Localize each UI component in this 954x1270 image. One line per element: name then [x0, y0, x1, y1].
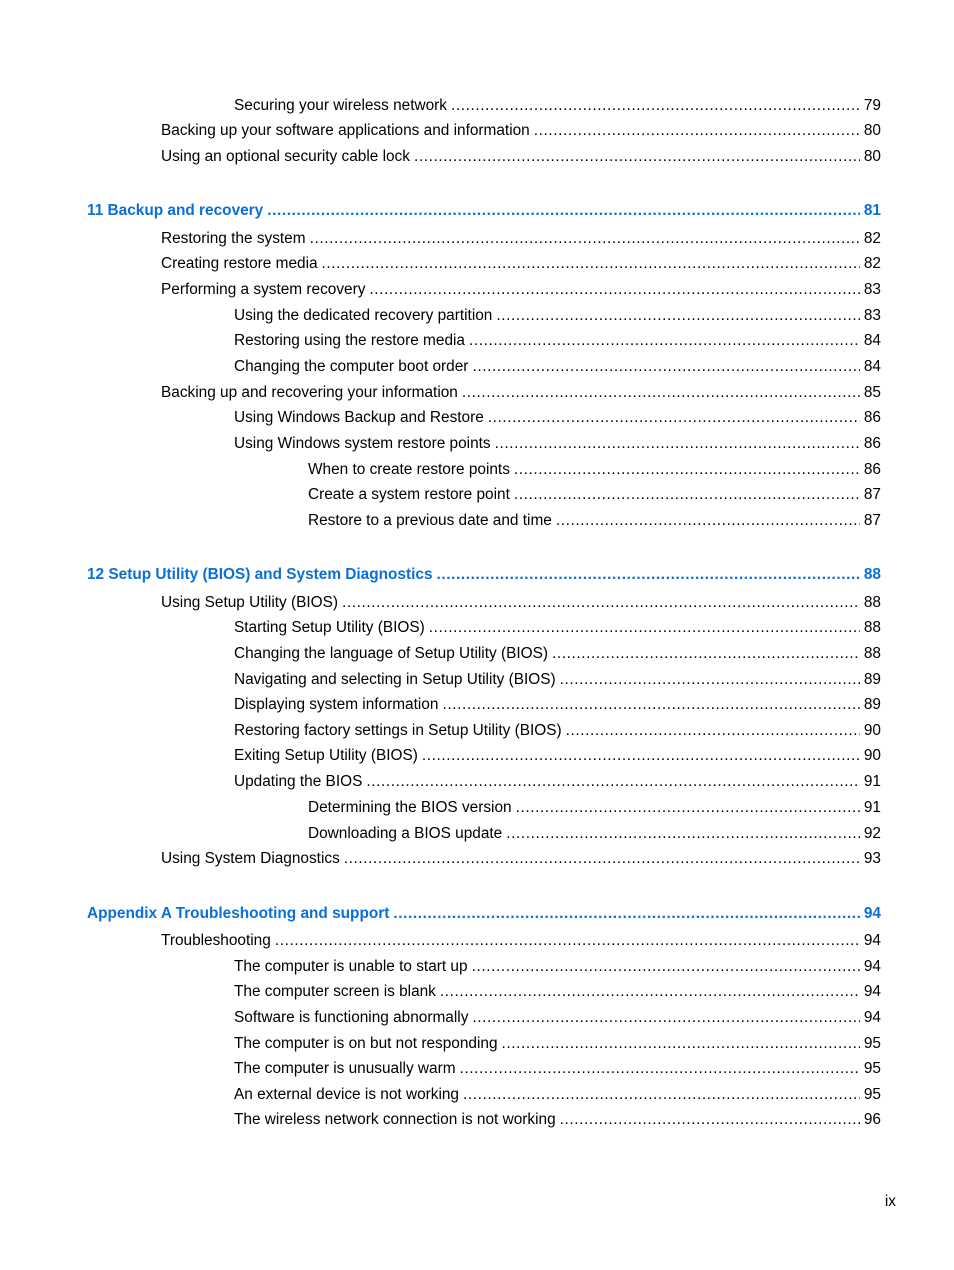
toc-entry[interactable] [234, 1034, 881, 1054]
dot-leader [472, 1008, 859, 1028]
toc-entry-title: Using Setup Utility (BIOS) [161, 594, 339, 611]
toc-entry-page: 80 [863, 122, 881, 139]
dot-leader [472, 357, 859, 377]
toc-entry[interactable] [161, 593, 881, 613]
dot-leader [506, 824, 860, 844]
toc-entry-title: Appendix A Troubleshooting and support [87, 905, 390, 922]
toc-entry-page: 79 [863, 97, 881, 114]
toc-entry-page: 95 [863, 1086, 881, 1103]
toc-entry-page: 83 [863, 281, 881, 298]
dot-leader [463, 1085, 860, 1105]
dot-leader [275, 931, 860, 951]
toc-entry-page: 87 [863, 486, 881, 503]
toc-entry[interactable] [234, 746, 881, 766]
dot-leader [514, 485, 860, 505]
dot-leader [440, 982, 860, 1002]
toc-entry-page: 89 [863, 671, 881, 688]
dot-leader [566, 721, 860, 741]
toc-entry-page: 83 [863, 307, 881, 324]
toc-entry[interactable] [234, 1008, 881, 1028]
toc-entry[interactable] [234, 306, 881, 326]
toc-entry-page: 93 [863, 850, 881, 867]
toc-entry-page: 88 [863, 566, 881, 583]
toc-entry-page: 95 [863, 1035, 881, 1052]
toc-chapter-entry[interactable] [87, 565, 881, 585]
toc-entry-title: 11 Backup and recovery [87, 202, 264, 219]
dot-leader [556, 511, 860, 531]
toc-chapter-entry[interactable] [87, 201, 881, 221]
dot-leader [442, 695, 859, 715]
toc-entry-title: Restoring factory settings in Setup Utility (BIOS) [234, 722, 562, 739]
toc-entry-title: Troubleshooting [161, 932, 271, 949]
toc-entry-title: The computer is on but not responding [234, 1035, 498, 1052]
toc-entry[interactable] [234, 618, 881, 638]
toc-entry[interactable] [234, 434, 881, 454]
toc-entry[interactable] [308, 460, 881, 480]
toc-entry-title: Using Windows system restore points [234, 435, 491, 452]
dot-leader [322, 254, 860, 274]
toc-entry-page: 96 [863, 1111, 881, 1128]
toc-entry-page: 81 [863, 202, 881, 219]
toc-entry-title: Changing the computer boot order [234, 358, 469, 375]
toc-entry-title: Changing the language of Setup Utility (BIOS) [234, 645, 548, 662]
toc-entry-page: 90 [863, 747, 881, 764]
toc-entry[interactable] [161, 147, 881, 167]
toc-entry[interactable] [161, 931, 881, 951]
toc-entry[interactable] [234, 957, 881, 977]
toc-entry-title: The wireless network connection is not working [234, 1111, 556, 1128]
toc-entry-title: Using an optional security cable lock [161, 148, 410, 165]
dot-leader [366, 772, 860, 792]
toc-entry[interactable] [308, 798, 881, 818]
toc-entry-page: 91 [863, 799, 881, 816]
dot-leader [414, 147, 860, 167]
toc-entry-page: 90 [863, 722, 881, 739]
toc-entry[interactable] [234, 357, 881, 377]
toc-entry-title: Displaying system information [234, 696, 439, 713]
toc-entry[interactable] [234, 1059, 881, 1079]
toc-entry-title: When to create restore points [308, 461, 510, 478]
toc-entry-page: 94 [863, 983, 881, 1000]
toc-entry-title: Determining the BIOS version [308, 799, 512, 816]
toc-entry[interactable] [234, 644, 881, 664]
toc-entry-page: 86 [863, 435, 881, 452]
toc-entry-title: Restoring the system [161, 230, 306, 247]
toc-entry-title: Exiting Setup Utility (BIOS) [234, 747, 418, 764]
toc-entry[interactable] [161, 121, 881, 141]
page-number: ix [884, 1193, 896, 1210]
dot-leader [472, 957, 860, 977]
toc-entry-title: Backing up your software applications and information [161, 122, 530, 139]
dot-leader [310, 229, 860, 249]
toc-entry-page: 92 [863, 825, 881, 842]
dot-leader [552, 644, 860, 664]
dot-leader [534, 121, 860, 141]
toc-entry-title: Securing your wireless network [234, 97, 447, 114]
toc-entry-title: Software is functioning abnormally [234, 1009, 469, 1026]
toc-entry-title: An external device is not working [234, 1086, 459, 1103]
dot-leader [344, 849, 860, 869]
toc-entry-page: 89 [863, 696, 881, 713]
toc-entry[interactable] [161, 383, 881, 403]
dot-leader [342, 593, 860, 613]
toc-entry-page: 85 [863, 384, 881, 401]
dot-leader [422, 746, 860, 766]
toc-entry-page: 84 [863, 358, 881, 375]
dot-leader [496, 306, 860, 326]
toc-entry-title: Updating the BIOS [234, 773, 363, 790]
toc-entry-title: The computer screen is blank [234, 983, 436, 1000]
toc-entry-page: 87 [863, 512, 881, 529]
toc-entry-title: Starting Setup Utility (BIOS) [234, 619, 425, 636]
toc-entry[interactable] [234, 408, 881, 428]
toc-entry[interactable] [161, 229, 881, 249]
toc-entry-page: 86 [863, 461, 881, 478]
dot-leader [460, 1059, 860, 1079]
toc-entry[interactable] [161, 280, 881, 300]
dot-leader [560, 670, 860, 690]
toc-entry-title: Using the dedicated recovery partition [234, 307, 493, 324]
toc-entry-title: Create a system restore point [308, 486, 510, 503]
dot-leader [514, 460, 860, 480]
toc-entry[interactable] [234, 670, 881, 690]
toc-entry-title: Using Windows Backup and Restore [234, 409, 484, 426]
dot-leader [495, 434, 860, 454]
toc-entry[interactable] [308, 511, 881, 531]
toc-entry[interactable] [234, 695, 881, 715]
dot-leader [437, 565, 860, 585]
toc-entry-title: Downloading a BIOS update [308, 825, 503, 842]
toc-entry[interactable] [234, 1085, 881, 1105]
toc-entry-page: 95 [863, 1060, 881, 1077]
toc-entry-page: 84 [863, 332, 881, 349]
dot-leader [560, 1110, 860, 1130]
toc-entry-page: 82 [863, 230, 881, 247]
toc-entry-page: 86 [863, 409, 881, 426]
toc-entry-title: 12 Setup Utility (BIOS) and System Diagnostics [87, 566, 433, 583]
toc-entry[interactable] [308, 485, 881, 505]
dot-leader [469, 331, 860, 351]
toc-entry-title: Restoring using the restore media [234, 332, 465, 349]
toc-entry[interactable] [234, 721, 881, 741]
toc-entry-page: 94 [863, 932, 881, 949]
toc-entry-page: 88 [863, 619, 881, 636]
dot-leader [451, 96, 860, 116]
toc-entry[interactable] [308, 824, 881, 844]
toc-entry-title: Navigating and selecting in Setup Utility (BIOS) [234, 671, 556, 688]
toc-entry[interactable] [234, 96, 881, 116]
dot-leader [516, 798, 860, 818]
toc-chapter-entry[interactable] [87, 904, 881, 924]
toc-entry-page: 94 [863, 958, 881, 975]
toc-entry-title: Backing up and recovering your information [161, 384, 458, 401]
toc-entry-title: Using System Diagnostics [161, 850, 340, 867]
toc-entry-page: 88 [863, 594, 881, 611]
toc-entry-page: 94 [863, 905, 881, 922]
toc-entry-page: 88 [863, 645, 881, 662]
toc-entry-page: 80 [863, 148, 881, 165]
dot-leader [462, 383, 860, 403]
toc-entry-title: Creating restore media [161, 255, 318, 272]
dot-leader [488, 408, 860, 428]
toc-entry[interactable] [161, 849, 881, 869]
toc-entry[interactable] [234, 331, 881, 351]
toc-entry-page: 82 [863, 255, 881, 272]
toc-entry-title: The computer is unable to start up [234, 958, 468, 975]
toc-entry[interactable] [234, 1110, 881, 1130]
dot-leader [267, 201, 860, 221]
toc-entry[interactable] [161, 254, 881, 274]
toc-entry-page: 94 [863, 1009, 881, 1026]
dot-leader [502, 1034, 860, 1054]
toc-entry[interactable] [234, 772, 881, 792]
toc-entry-title: Performing a system recovery [161, 281, 366, 298]
dot-leader [369, 280, 859, 300]
toc-entry-title: The computer is unusually warm [234, 1060, 456, 1077]
toc-entry-page: 91 [863, 773, 881, 790]
dot-leader [429, 618, 860, 638]
toc-entry-title: Restore to a previous date and time [308, 512, 552, 529]
dot-leader [393, 904, 859, 924]
toc-entry[interactable] [234, 982, 881, 1002]
